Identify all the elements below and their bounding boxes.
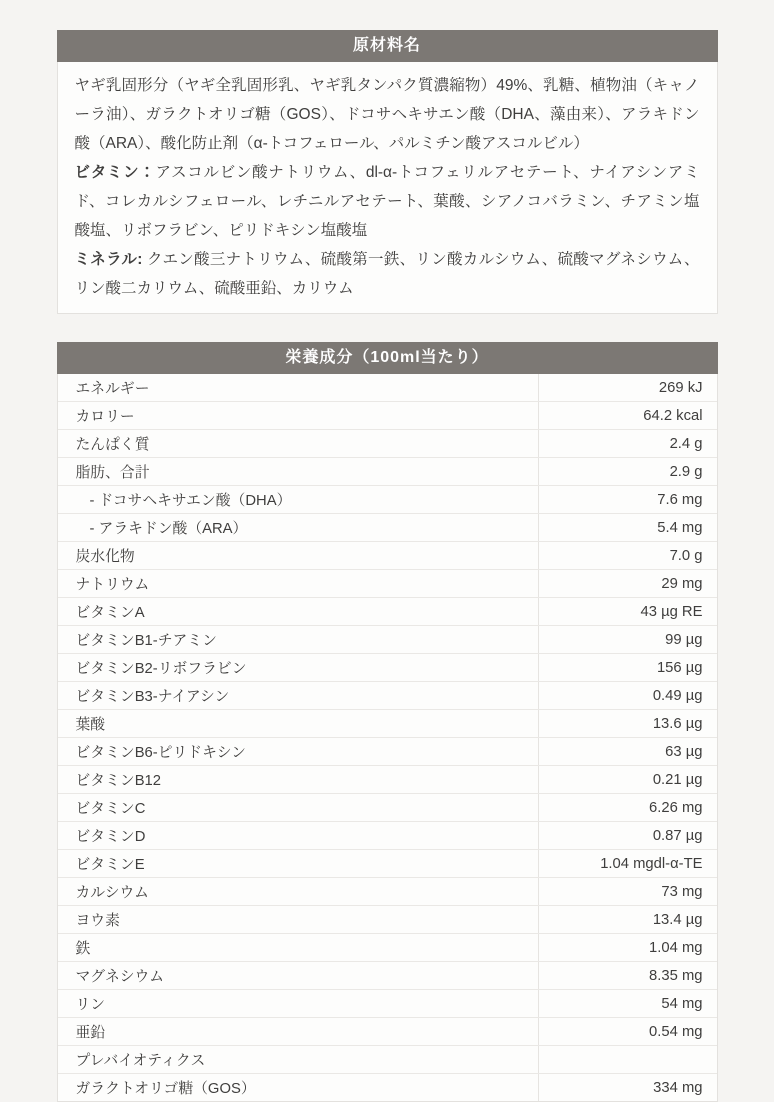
nutrient-name: ナトリウム [58,570,539,597]
table-row [58,738,717,766]
nutrition-table-body [57,374,718,1102]
nutrient-value: 99 µg [665,631,703,648]
table-row [58,878,717,906]
nutrient-value: 6.26 mg [649,799,703,816]
nutrient-name: ビタミンE [58,850,539,877]
nutrient-value: 269 kJ [658,379,703,396]
minerals-text: クエン酸三ナトリウム、硫酸第一鉄、リン酸カルシウム、硫酸マグネシウム、リン酸二カリウム、硫酸亜鉛、カリウム [74,251,700,297]
nutrient-name: 鉄 [58,934,539,961]
nutrient-name: ビタミンB2-リボフラビン [58,654,539,681]
table-row [58,486,717,514]
nutrient-value: 1.04 mgdl-α-TE [600,855,703,872]
table-row [58,934,717,962]
nutrient-name: カルシウム [58,878,539,905]
nutrient-name: ビタミンA [58,598,539,625]
nutrient-name: ビタミンB1-チアミン [58,626,539,653]
nutrient-name: ビタミンB6-ピリドキシン [58,738,539,765]
nutrient-name: 亜鉛 [58,1018,539,1045]
nutrient-name: ビタミンB12 [58,766,539,793]
table-row [58,710,717,738]
nutrient-value: 29 mg [661,575,703,592]
table-row [58,458,717,486]
nutrient-value: 8.35 mg [649,967,703,984]
ingredients-paragraph-minerals [75,245,700,303]
table-row [58,766,717,794]
table-row [58,1074,717,1101]
nutrient-name: 葉酸 [58,710,539,737]
nutrition-section-header: 栄養成分（100ml当たり） [57,342,718,374]
nutrient-name: - ドコサヘキサエン酸（DHA） [58,486,539,513]
content-column [57,0,718,1102]
nutrient-value: 0.49 µg [652,687,703,704]
nutrient-value: 0.54 mg [649,1023,703,1040]
vitamins-lead: ビタミン： [74,164,156,181]
table-row [58,402,717,430]
nutrient-value: 63 µg [665,743,703,760]
nutrient-value: 7.0 g [669,547,703,564]
nutrient-name: ガラクトオリゴ糖（GOS） [58,1074,539,1101]
table-row [58,514,717,542]
table-row [58,1046,717,1074]
table-row [58,654,717,682]
nutrient-name: 炭水化物 [58,542,539,569]
nutrient-name: カロリー [58,402,539,429]
table-row [58,598,717,626]
nutrient-name: ビタミンD [58,822,539,849]
nutrient-value: 2.4 g [669,435,703,452]
vitamins-text: アスコルビン酸ナトリウム、dl-α-トコフェリルアセテート、ナイアシンアミド、コレカルシフェロール、レチニルアセテート、葉酸、シアノコバラミン、チアミン塩酸塩、リボフラビン、ピリドキシン塩酸塩 [74,164,700,239]
nutrient-name: ビタミンC [58,794,539,821]
nutrient-value: 43 µg RE [640,603,703,620]
table-row [58,682,717,710]
nutrient-name: たんぱく質 [58,430,539,457]
nutrient-value: 334 mg [653,1079,703,1096]
nutrient-value [539,1057,717,1063]
nutrient-value: 73 mg [661,883,703,900]
ingredients-paragraph-main [75,71,700,158]
table-row [58,990,717,1018]
ingredients-paragraph-vitamins [75,158,700,245]
table-row [58,570,717,598]
nutrient-name: 脂肪、合計 [58,458,539,485]
table-row [58,430,717,458]
nutrient-value: 5.4 mg [657,519,703,536]
nutrient-value: 7.6 mg [657,491,703,508]
nutrient-value: 0.21 µg [652,771,703,788]
nutrient-value: 2.9 g [669,463,703,480]
nutrient-name: リン [58,990,539,1017]
ingredients-text: ヤギ乳固形分（ヤギ全乳固形乳、ヤギ乳タンパク質濃縮物）49%、乳糖、植物油（キャノーラ油）、ガラクトオリゴ糖（GOS）、ドコサヘキサエン酸（DHA、藻由来）、アラキドン酸（ARA）、酸化防止剤（α-トコフェロール、パルミチン酸アスコルビル） [74,77,700,152]
nutrient-value: 156 µg [656,659,703,676]
nutrient-name: エネルギー [58,374,539,401]
nutrient-value: 64.2 kcal [643,407,703,424]
ingredients-text-box [57,62,718,314]
ingredients-section-header: 原材料名 [57,30,718,62]
table-row [58,626,717,654]
minerals-lead: ミネラル: [74,251,147,268]
nutrient-value: 13.6 µg [652,715,703,732]
section-gap [57,314,718,342]
nutrient-name: プレバイオティクス [58,1046,539,1073]
nutrient-value: 54 mg [661,995,703,1012]
nutrient-name: - アラキドン酸（ARA） [58,514,539,541]
table-row [58,374,717,402]
nutrient-value: 0.87 µg [652,827,703,844]
nutrient-value: 13.4 µg [652,911,703,928]
table-row [58,1018,717,1046]
table-row [58,822,717,850]
nutrient-name: ビタミンB3-ナイアシン [58,682,539,709]
table-row [58,794,717,822]
table-row [58,850,717,878]
nutrient-value: 1.04 mg [649,939,703,956]
table-row [58,542,717,570]
nutrient-name: マグネシウム [58,962,539,989]
table-row [58,962,717,990]
nutrient-name: ヨウ素 [58,906,539,933]
table-row [58,906,717,934]
